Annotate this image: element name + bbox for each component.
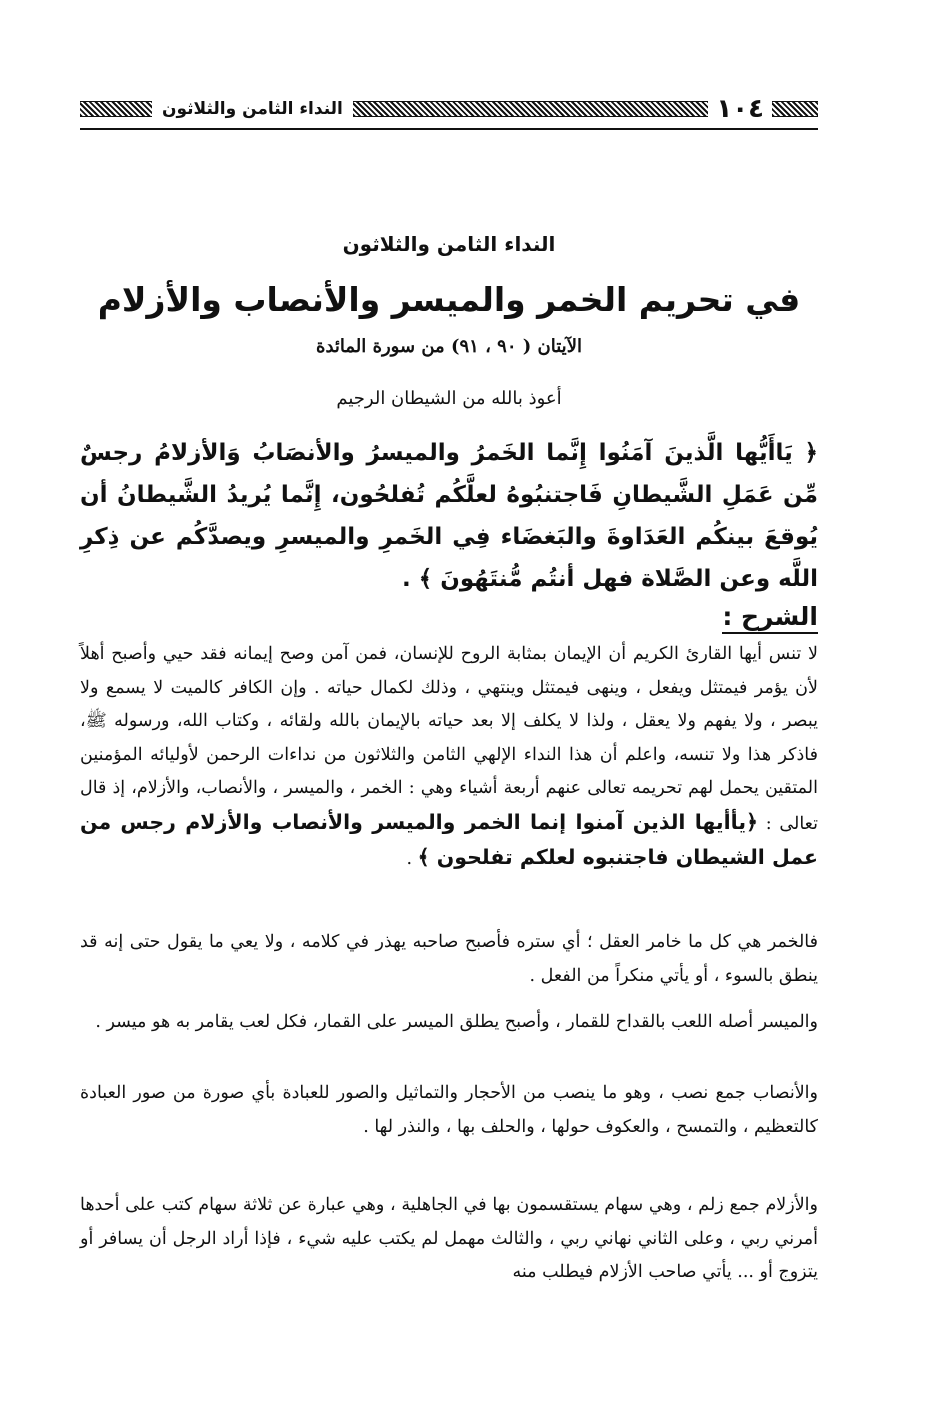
paragraph-maysir: والميسر أصله اللعب بالقداح للقمار ، وأصبح يطلق الميسر على القمار، فكل لعب يقامر به هو ميسر . (95, 1012, 818, 1032)
running-title: النداء الثامن والثلاثون (162, 99, 343, 119)
header-ornament-right (772, 101, 818, 117)
taawudh-line: أعوذ بالله من الشيطان الرجيم (336, 388, 562, 409)
quoted-verse: ﴿يأأيها الذين آمنوا إنما الخمر والميسر والأنصاب والأزلام رجس من عمل الشيطان فاجتنبوه لعلكم تفلحون ﴾ (80, 809, 818, 869)
paragraph-khamr: فالخمر هي كل ما خامر العقل ؛ أي ستره فأصبح صاحبه يهذر في كلامه ، ولا يعي ما يقول حتى إنه قد ينطق بالسوء ، أو يأتي منكراً من الفعل . (80, 932, 818, 986)
verses-reference: الآيتان ( ٩٠ ، ٩١) من سورة المائدة (316, 336, 582, 357)
sharh-paragraph-1-text: لا تنس أيها القارئ الكريم أن الإيمان بمثابة الروح للإنسان، فمن آمن وصح إيمانه فقد حيي وأصبح أهلاً لأن يؤمر فيمتثل ويفعل ، وينهى فيمتثل وينتهي ، وذلك لكمال حياته . وإن الكافر كالميت لا يسمع ولا يبصر ، ولا يفهم ولا يعقل ، ولذا لا يكلف إلا بعد حياته بالإيمان بالله ولقائه ، وكتاب الله، ورسوله ﷺ، فاذكر هذا ولا تنسه، واعلم أن هذا النداء الإلهي الثامن والثلاثون من نداءات الرحمن لأوليائه المؤمنين المتقين يحمل لهم تحريمه تعالى عنهم أربعة أشياء وهي : الخمر ، والميسر ، والأنصاب، والأزلام، إذ قال تعالى : (80, 644, 818, 834)
nida-title: النداء الثامن والثلاثون (342, 232, 556, 256)
sharh-paragraph-1 (80, 638, 818, 877)
page-number: ١٠٤ (716, 94, 764, 124)
header-rule (80, 128, 818, 130)
paragraph-ansab: والأنصاب جمع نصب ، وهو ما ينصب من الأحجار والتماثيل والصور للعبادة بأي صورة من صور العبادة كالتعظيم ، والتمسح ، والعكوف حولها ، والحلف بها ، والنذر لها . (80, 1083, 818, 1137)
sharh-paragraph-1-end: . (406, 849, 413, 869)
running-header (80, 92, 818, 126)
paragraph-azlam: والأزلام جمع زلم ، وهي سهام يستقسمون بها في الجاهلية ، وهي عبارة عن ثلاثة سهام كتب على أحدها أمرني ربي ، وعلى الثاني نهاني ربي ، والثالث مهمل لم يكتب عليه شيء ، فإذا أراد الرجل أن يسافر أو يتزوج أو ... يأتي صاحب الأزلام فيطلب منه (80, 1195, 818, 1282)
main-title: في تحريم الخمر والميسر والأنصاب والأزلام (97, 280, 801, 319)
header-ornament-middle (353, 101, 709, 117)
sharh-heading: الشرح : (722, 602, 818, 634)
quran-verse-block: ﴿ يَاأَيُّها الَّذينَ آمَنُوا إِنَّما الخَمرُ والميسرُ والأنصَابُ وَالأزلامُ رجسٌ مِّن عَمَلِ الشَّيطانِ فَاجتنبُوهُ لعلَّكُم تُفلحُون، إِنَّما يُريدُ الشَّيطانُ أن يُوقعَ بينكُم العَدَاوةَ والبَغضَاء فِي الخَمرِ والميسرِ ويصدَّكُم عن ذِكرِ اللَّه وعن الصَّلاة فهل أنتُم مُّنتَهُونَ ﴾ . (80, 440, 818, 592)
header-ornament-left (80, 101, 152, 117)
